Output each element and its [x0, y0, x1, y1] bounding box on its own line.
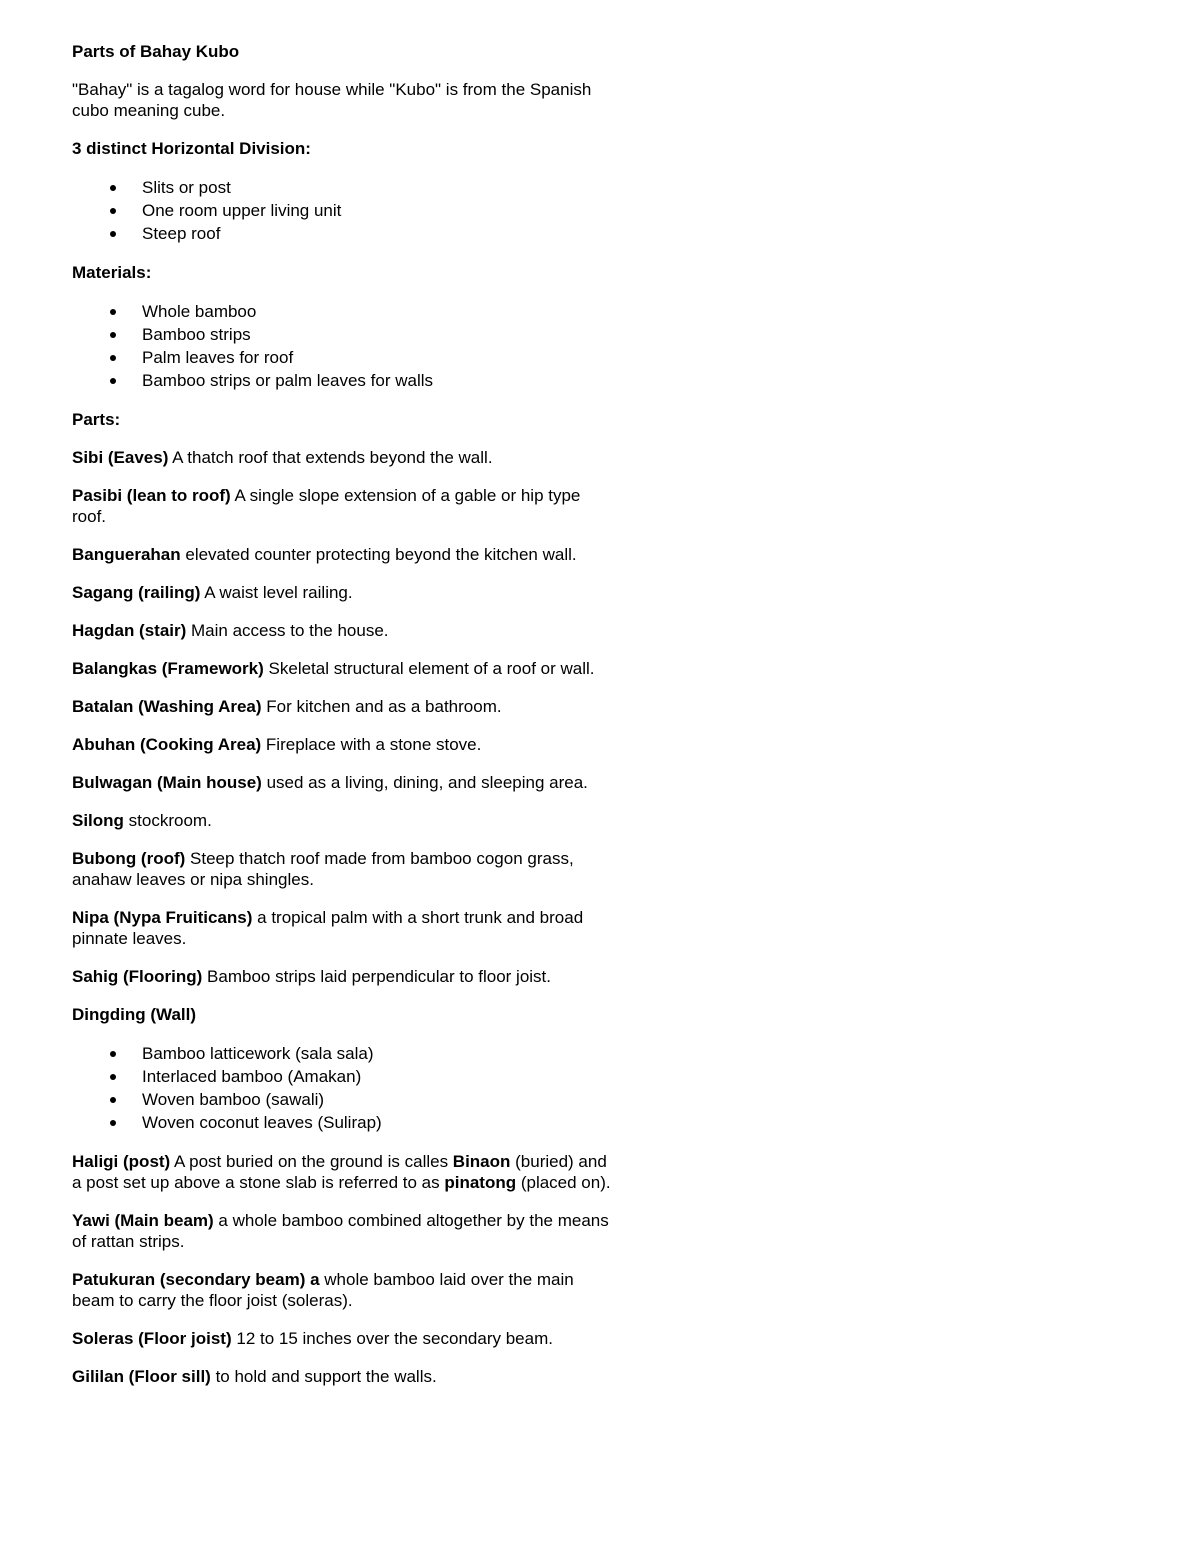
part-term: Yawi (Main beam)	[72, 1211, 214, 1230]
part-term: Sagang (railing)	[72, 583, 201, 602]
part-entry	[72, 848, 612, 890]
part-entry	[72, 696, 612, 717]
intro-paragraph: "Bahay" is a tagalog word for house while "Kubo" is from the Spanish cubo meaning cube.	[72, 80, 592, 120]
part-term: Sibi (Eaves)	[72, 448, 169, 467]
divisions-heading: 3 distinct Horizontal Division:	[72, 139, 311, 158]
part-desc: For kitchen and as a bathroom.	[261, 697, 502, 716]
part-entry	[72, 966, 612, 987]
list-item: Steep roof	[72, 222, 612, 245]
part-entry	[72, 544, 612, 565]
list-item: Woven coconut leaves (Sulirap)	[72, 1111, 612, 1134]
part-term: Soleras (Floor joist)	[72, 1329, 232, 1348]
materials-list	[72, 300, 612, 392]
bullet-icon	[110, 378, 116, 384]
bullet-icon	[110, 208, 116, 214]
part-desc: elevated counter protecting beyond the kitchen wall.	[180, 545, 577, 564]
wall-heading: Dingding (Wall)	[72, 1005, 197, 1024]
part-desc: A single slope extension of a gable or hip type roof.	[72, 486, 581, 526]
part-desc: whole bamboo laid over the main beam to carry the floor joist (soleras).	[72, 1270, 574, 1310]
part-desc: Main access to the house.	[186, 621, 389, 640]
part-desc: A waist level railing.	[200, 583, 353, 602]
document-title: Parts of Bahay Kubo	[72, 42, 240, 61]
bullet-icon	[110, 332, 116, 338]
part-term: Hagdan (stair)	[72, 621, 187, 640]
part-desc: Skeletal structural element of a roof or wall.	[263, 659, 595, 678]
part-term: Gililan (Floor sill)	[72, 1367, 211, 1386]
part-desc: Steep thatch roof made from bamboo cogon grass, anahaw leaves or nipa shingles.	[72, 849, 574, 889]
part-term: Pasibi (lean to roof)	[72, 486, 231, 505]
part-entry	[72, 1269, 612, 1311]
part-entry	[72, 1366, 612, 1387]
part-term: Sahig (Flooring)	[72, 967, 203, 986]
part-entry	[72, 485, 612, 527]
part-entry	[72, 810, 612, 831]
part-term: Bulwagan (Main house)	[72, 773, 262, 792]
part-desc: to hold and support the walls.	[210, 1367, 437, 1386]
bullet-icon	[110, 185, 116, 191]
divisions-list	[72, 176, 612, 245]
part-entry	[72, 582, 612, 603]
part-term: Batalan (Washing Area)	[72, 697, 262, 716]
part-desc: a whole bamboo combined altogether by the means of rattan strips.	[72, 1211, 609, 1251]
list-item: One room upper living unit	[72, 199, 612, 222]
bullet-icon	[110, 1097, 116, 1103]
bullet-icon	[110, 309, 116, 315]
part-entry	[72, 772, 612, 793]
part-term: Banguerahan	[72, 545, 181, 564]
part-entry	[72, 658, 612, 679]
part-desc: used as a living, dining, and sleeping area.	[261, 773, 588, 792]
part-entry	[72, 1328, 612, 1349]
list-item: Slits or post	[72, 176, 612, 199]
bullet-icon	[110, 1120, 116, 1126]
bullet-icon	[110, 1051, 116, 1057]
materials-heading: Materials:	[72, 263, 152, 282]
part-entry	[72, 907, 612, 949]
list-item: Woven bamboo (sawali)	[72, 1088, 612, 1111]
part-term: Nipa (Nypa Fruiticans)	[72, 908, 253, 927]
part-desc: a tropical palm with a short trunk and broad pinnate leaves.	[72, 908, 584, 948]
part-desc: Bamboo strips laid perpendicular to floor joist.	[202, 967, 552, 986]
list-item: Bamboo strips or palm leaves for walls	[72, 369, 612, 392]
list-item: Whole bamboo	[72, 300, 612, 323]
part-term: Abuhan (Cooking Area)	[72, 735, 262, 754]
part-desc: A thatch roof that extends beyond the wall.	[168, 448, 493, 467]
document-page	[72, 41, 612, 1404]
part-desc: Fireplace with a stone stove.	[261, 735, 482, 754]
wall-list	[72, 1042, 612, 1134]
parts-heading: Parts:	[72, 410, 121, 429]
list-item: Bamboo strips	[72, 323, 612, 346]
part-term: Bubong (roof)	[72, 849, 186, 868]
bullet-icon	[110, 1074, 116, 1080]
part-entry	[72, 620, 612, 641]
list-item: Bamboo latticework (sala sala)	[72, 1042, 612, 1065]
list-item: Interlaced bamboo (Amakan)	[72, 1065, 612, 1088]
bullet-icon	[110, 355, 116, 361]
bullet-icon	[110, 231, 116, 237]
part-term: Haligi (post)	[72, 1152, 171, 1171]
part-entry	[72, 1210, 612, 1252]
part-desc: 12 to 15 inches over the secondary beam.	[231, 1329, 553, 1348]
part-entry	[72, 447, 612, 468]
part-term: Balangkas (Framework)	[72, 659, 264, 678]
part-desc: stockroom.	[123, 811, 212, 830]
list-item: Palm leaves for roof	[72, 346, 612, 369]
part-entry	[72, 734, 612, 755]
part-entry-haligi: Haligi (post) A post buried on the ground is calles Binaon (buried) and a post set up above a stone slab is referred to as pinatong (placed on).	[72, 1152, 611, 1192]
part-term: Patukuran (secondary beam) a	[72, 1270, 320, 1289]
part-term: Silong	[72, 811, 124, 830]
